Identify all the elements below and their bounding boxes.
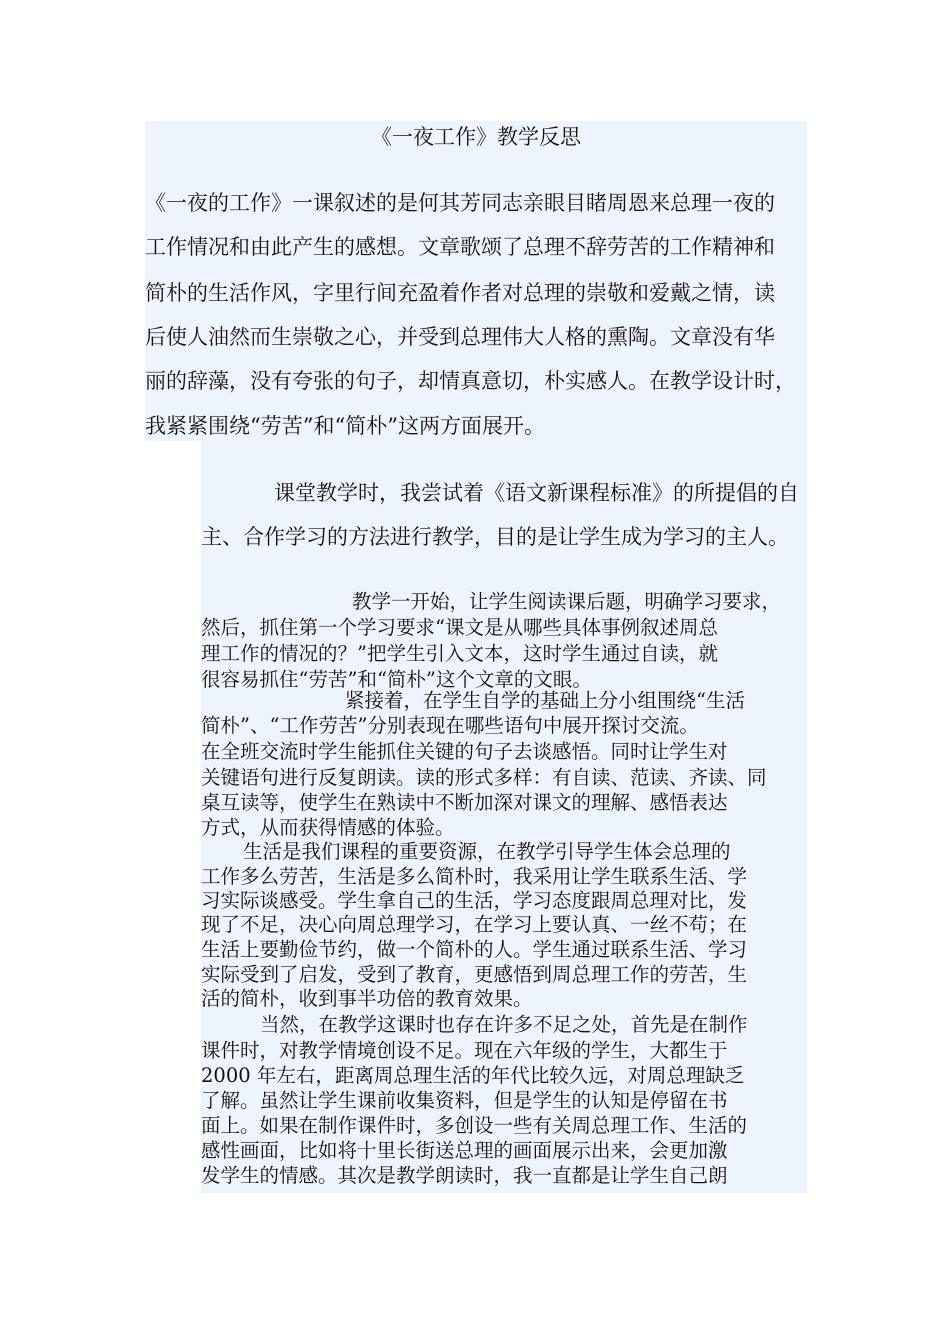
intro-line: 《一夜的工作》一课叙述的是何其芳同志亲眼目睹周恩来总理一夜的 <box>145 191 775 215</box>
body-line: 发学生的情感。其次是教学朗读时，我一直都是让学生自己朗 <box>201 1164 728 1187</box>
body-line: 在全班交流时学生能抓住关键的句子去谈感悟。同时让学生对 <box>201 740 728 763</box>
classroom-line: 主、合作学习的方法进行教学，目的是让学生成为学习的主人。 <box>201 525 789 549</box>
intro-line: 我紧紧围绕“劳苦”和“简朴”这两方面展开。 <box>145 414 545 438</box>
body-line: 2000 年左右，距离周总理生活的年代比较久远，对周总理缺乏 <box>201 1064 745 1087</box>
body-line: 习实际谈感受。学生拿自己的生活，学习态度跟周总理对比，发 <box>201 889 748 912</box>
body-line: 关键语句进行反复朗读。读的形式多样：有自读、范读、齐读、同 <box>201 766 767 789</box>
body-line: 现了不足，决心向周总理学习，在学习上要认真、一丝不苟；在 <box>201 913 748 936</box>
body-line: 教学一开始，让学生阅读课后题，明确学习要求， <box>352 590 782 613</box>
body-line: 理工作的情况的？”把学生引入文本，这时学生通过自读，就 <box>201 642 718 665</box>
body-line: 实际受到了启发，受到了教育，更感悟到周总理工作的劳苦，生 <box>201 963 748 986</box>
intro-line: 丽的辞藻，没有夸张的句子，却情真意切，朴实感人。在教学设计时， <box>145 369 796 393</box>
intro-line: 简朴的生活作风，字里行间充盈着作者对总理的崇敬和爱戴之情，读 <box>145 281 775 305</box>
body-line: 然后，抓住第一个学习要求“课文是从哪些具体事例叙述周总 <box>201 616 718 639</box>
page-title: 《一夜工作》教学反思 <box>371 125 581 149</box>
highlight-block-middle <box>201 441 807 583</box>
body-line: 方式，从而获得情感的体验。 <box>201 816 455 839</box>
body-line: 当然，在教学这课时也存在许多不足之处，首先是在制作 <box>260 1013 748 1036</box>
classroom-line: 课堂教学时，我尝试着《语文新课程标准》的所提倡的自 <box>274 481 799 505</box>
body-line: 很容易抓住“劳苦”和“简朴”这个文章的文眼。 <box>201 668 592 691</box>
body-line: 简朴”、“工作劳苦”分别表现在哪些语句中展开探讨交流。 <box>201 714 699 737</box>
body-line: 活的简朴，收到事半功倍的教育效果。 <box>201 987 533 1010</box>
intro-line: 工作情况和由此产生的感想。文章歌颂了总理不辞劳苦的工作精神和 <box>145 235 775 259</box>
body-line: 面上。如果在制作课件时，多创设一些有关周总理工作、生活的 <box>201 1114 748 1137</box>
body-line: 生活是我们课程的重要资源，在教学引导学生体会总理的 <box>243 840 731 863</box>
body-line: 了解。虽然让学生课前收集资料，但是学生的认知是停留在书 <box>201 1089 728 1112</box>
intro-line: 后使人油然而生崇敬之心，并受到总理伟大人格的熏陶。文章没有华 <box>145 325 775 349</box>
body-line: 紧接着，在学生自学的基础上分小组围绕“生活 <box>345 689 745 712</box>
body-line: 工作多么劳苦，生活是多么简朴时，我采用让学生联系生活、学 <box>201 865 748 888</box>
body-line: 生活上要勤俭节约，做一个简朴的人。学生通过联系生活、学习 <box>201 938 748 961</box>
body-line: 感性画面，比如将十里长街送总理的画面展示出来，会更加激 <box>201 1139 728 1162</box>
body-line: 桌互读等，使学生在熟读中不断加深对课文的理解、感悟表达 <box>201 791 728 814</box>
body-line: 课件时，对教学情境创设不足。现在六年级的学生，大都生于 <box>201 1039 728 1062</box>
